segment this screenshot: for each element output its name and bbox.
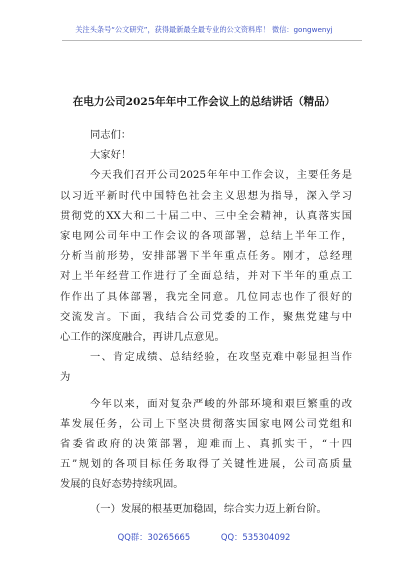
- paragraph-line: 贯彻党的XX大和二十届二中、三中全会精神，认真落实国: [60, 209, 352, 222]
- paragraph-line: 心工作的深度融合，再讲几点意见。: [60, 331, 225, 344]
- subsection-heading-1: [60, 499, 352, 519]
- paragraph-line: 革发展任务，公司上下坚决贯彻落实国家电网公司党组和: [60, 417, 352, 430]
- greeting: 大家好！: [90, 149, 132, 162]
- footer-qq-group: QQ群：30265665: [117, 532, 191, 542]
- paragraph-2: [60, 394, 352, 495]
- paragraph-line: 五”规划的各项目标任务取得了关键性进展，公司高质量: [60, 458, 352, 471]
- paragraph-line: 今天我们召开公司2025年年中工作会议，主要任务是: [90, 169, 352, 182]
- paragraph-line: 发展的良好态势持续巩固。: [60, 478, 184, 491]
- paragraph-line: 今年以来，面对复杂严峻的外部环境和艰巨繁重的改: [90, 397, 352, 410]
- heading-line: 为: [60, 371, 71, 384]
- section-heading-1: [60, 347, 352, 387]
- paragraph-line: 以习近平新时代中国特色社会主义思想为指导，深入学习: [60, 189, 352, 202]
- paragraph-line: 省委省政府的决策部署，迎难而上、真抓实干，“十四: [60, 438, 352, 451]
- paragraph-line: 作作出了具体部署，我完全同意。几位同志也作了很好的: [60, 290, 352, 303]
- salutation: 同志们：: [90, 129, 132, 141]
- document-title: 在电力公司2025年年中工作会议上的总结讲话（精品）: [72, 96, 336, 108]
- heading-line: 一、肯定成绩、总结经验，在攻坚克难中彰显担当作: [90, 351, 352, 364]
- footer-contact: [0, 531, 408, 543]
- paragraph-1: [60, 165, 352, 347]
- paragraph-line: 分析当前形势，安排部署下半年重点任务。刚才，总经理: [60, 250, 352, 263]
- heading-line: （一）发展的根基更加稳固，综合实力迈上新台阶。: [90, 502, 327, 515]
- header-divider: [62, 40, 362, 41]
- footer-qq: QQ：535304092: [220, 532, 291, 542]
- paragraph-line: 家电网公司年中工作会议的各项部署，总结上半年工作，: [60, 230, 352, 243]
- document-body: [60, 119, 352, 519]
- paragraph-line: 交流发言。下面，我结合公司党委的工作，聚焦党建与中: [60, 310, 352, 323]
- paragraph-line: 对上半年经营工作进行了全面总结，并对下半年的重点工: [60, 270, 352, 283]
- header-note: 关注头条号“公文研究”，获得最新最全最专业的公文资料库！ 微信：gongwenyj: [75, 25, 333, 34]
